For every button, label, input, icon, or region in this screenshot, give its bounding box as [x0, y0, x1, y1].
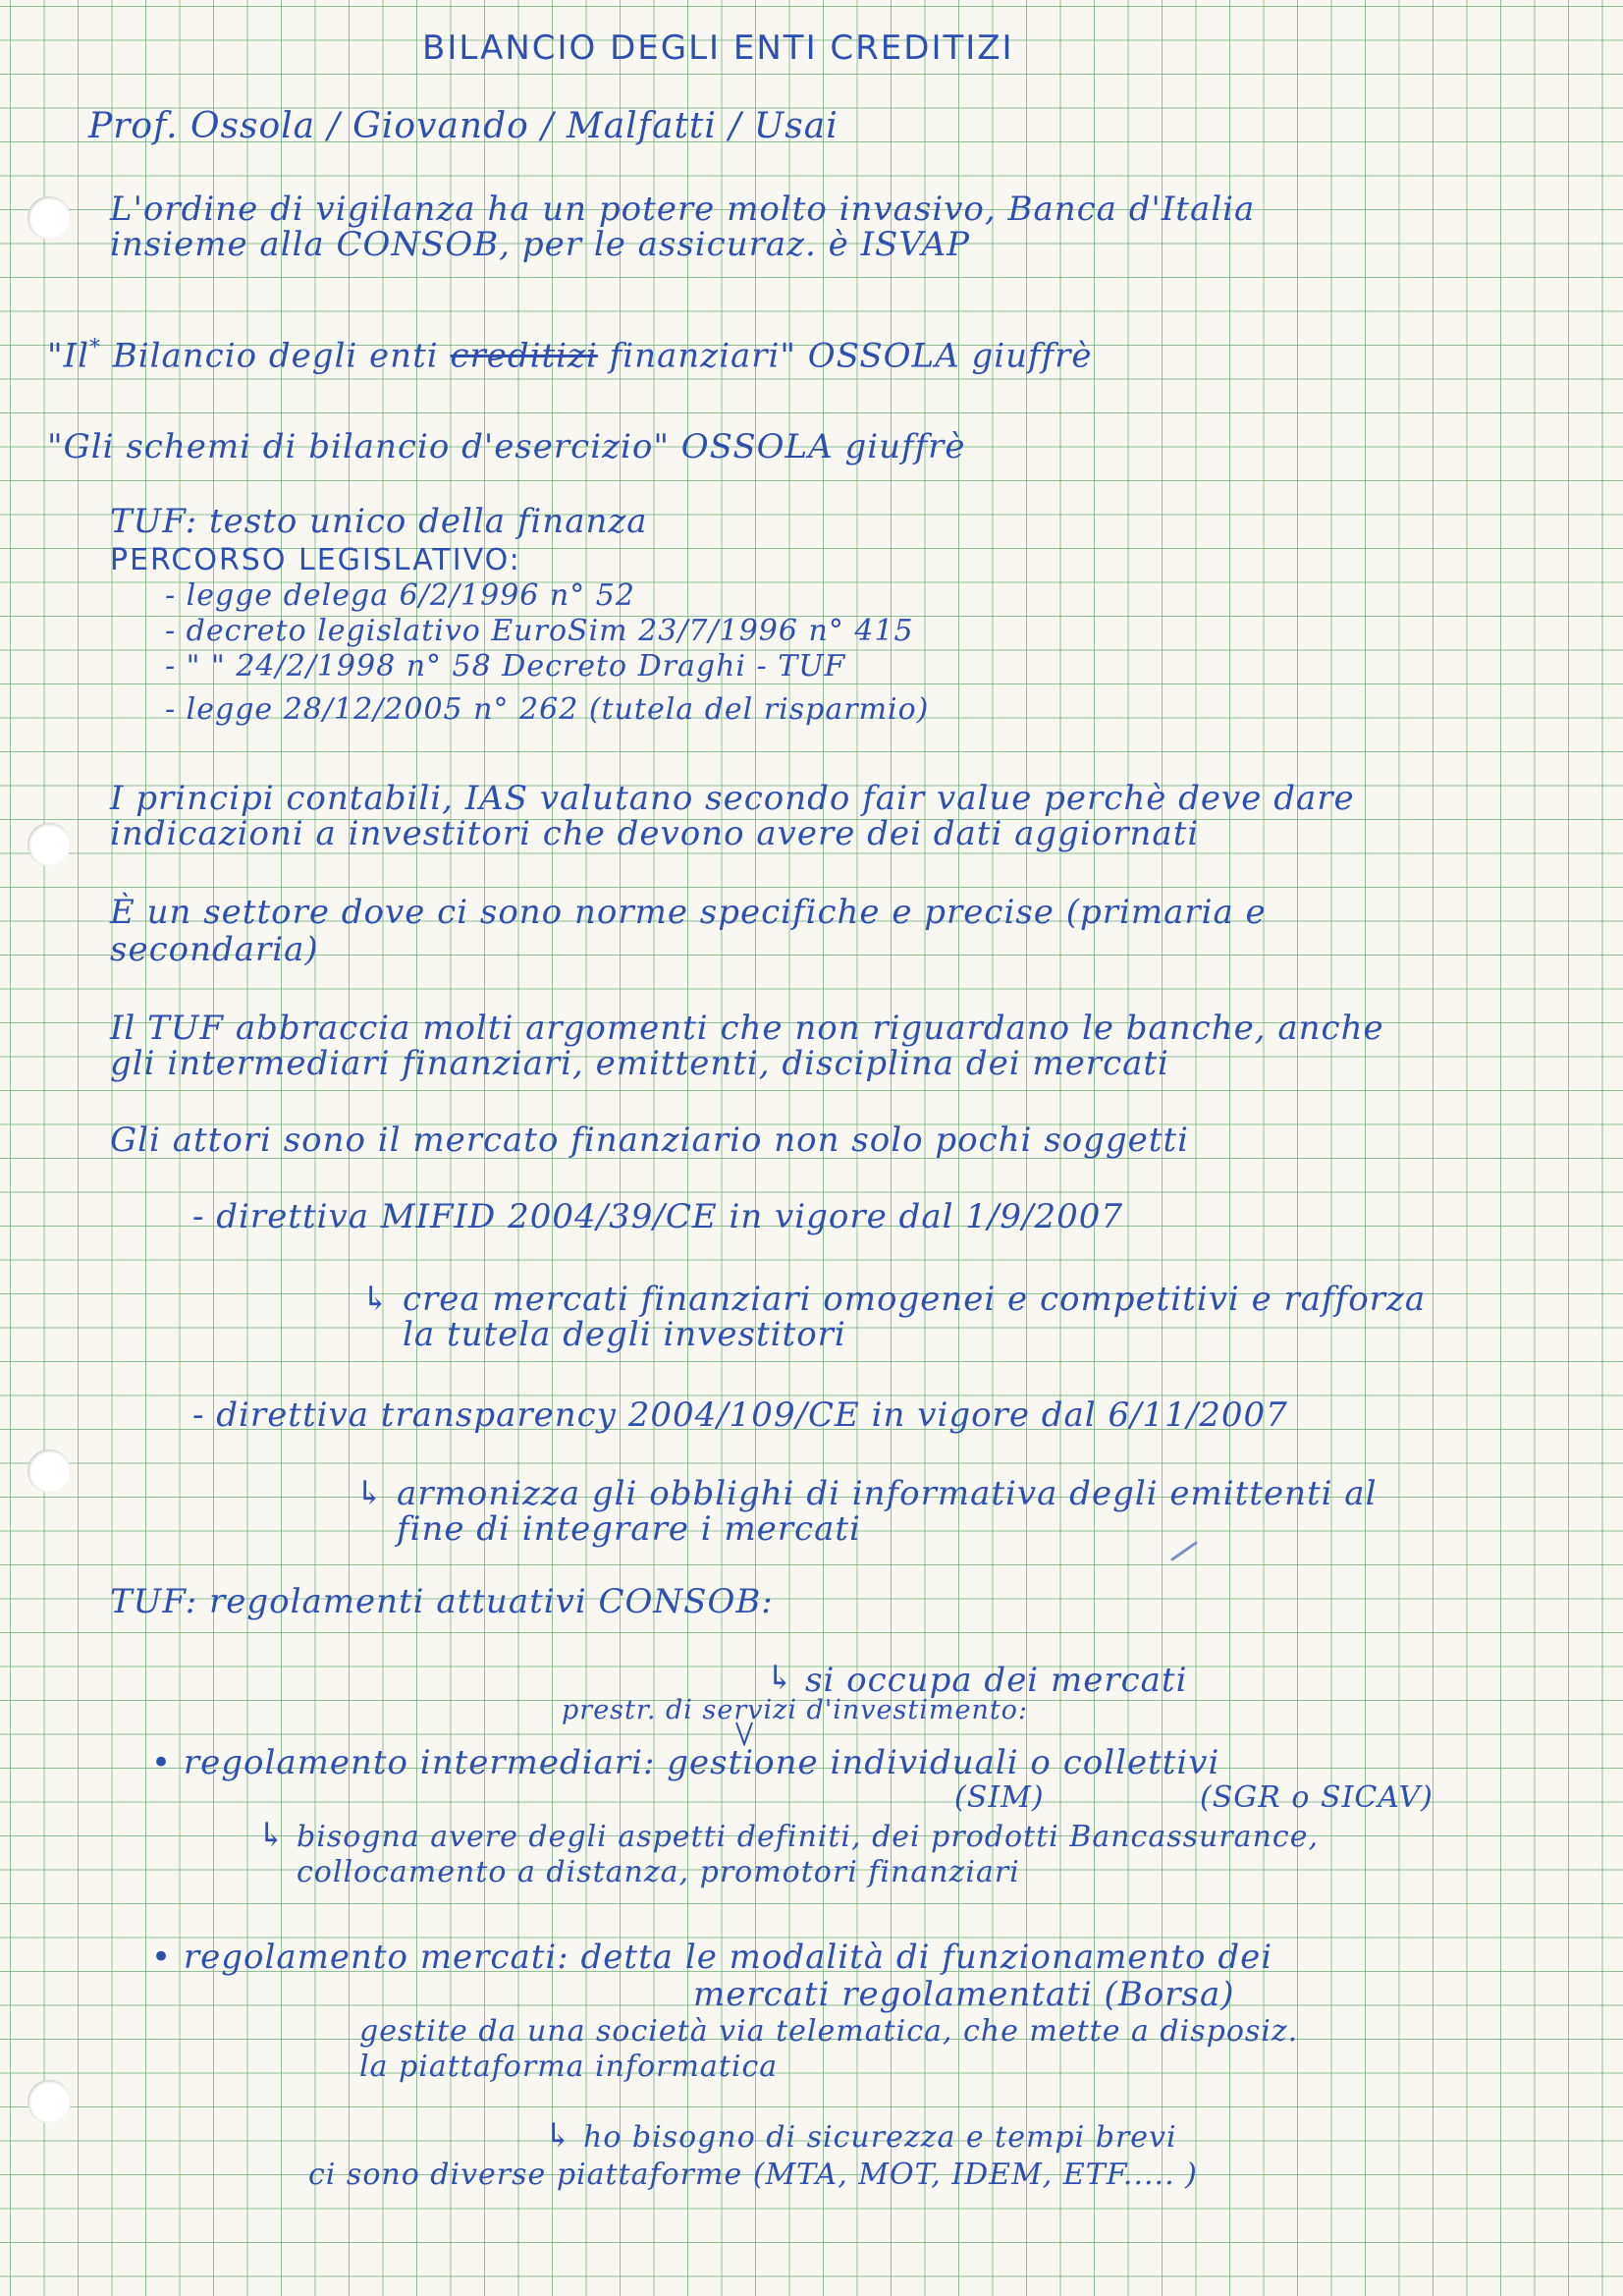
mercati-note: si occupa dei mercati: [805, 1661, 1188, 1700]
book-1-mid: Bilancio degli enti: [100, 336, 451, 376]
book-1-end: finanziari" OSSOLA giuffrè: [597, 336, 1093, 376]
struck-word: creditizi: [450, 336, 598, 376]
professors-line: Prof. Ossola / Giovando / Malfatti / Usai: [88, 106, 839, 146]
mifid-note-1: crea mercati finanziari omogenei e competitivi e rafforza: [403, 1280, 1427, 1319]
intro-line-1: L'ordine di vigilanza ha un potere molto invasivo, Banca d'Italia: [110, 190, 1256, 229]
settore-line-2: secondaria): [110, 930, 319, 969]
binder-hole: [27, 196, 71, 240]
settore-line-1: È un settore dove ci sono norme specifiche e precise (primaria e: [110, 893, 1267, 932]
intermediari-line: • regolamento intermediari: gestione individuali o collettivi: [151, 1743, 1220, 1782]
bisogna-line-1: bisogna avere degli aspetti definiti, dei prodotti Bancassurance,: [297, 1820, 1319, 1854]
book-reference-1: [47, 332, 1093, 376]
arrow-icon: ↳: [355, 1474, 385, 1513]
book-reference-2: "Gli schemi di bilancio d'esercizio" OSSOLA giuffrè: [47, 427, 966, 466]
transparency-line: - direttiva transparency 2004/109/CE in vigore dal 6/11/2007: [192, 1395, 1288, 1435]
tuf-title: TUF: testo unico della finanza: [110, 502, 648, 541]
piattaforme-line: ci sono diverse piattaforme (MTA, MOT, IDEM, ETF..... ): [308, 2158, 1198, 2192]
asterisk-mark: *: [88, 336, 101, 360]
sim-label: (SIM): [954, 1780, 1045, 1815]
pen-stroke: [1170, 1541, 1198, 1561]
sgr-label: (SGR o SICAV): [1200, 1780, 1434, 1815]
prestatori-note: prestr. di servizi d'investimento:: [562, 1695, 1029, 1725]
abbraccia-line-1: Il TUF abbraccia molti argomenti che non riguardano le banche, anche: [110, 1009, 1384, 1048]
binder-hole: [27, 1449, 71, 1493]
mifid-note-2: la tutela degli investitori: [403, 1315, 846, 1354]
arrow-icon: ↳: [257, 1816, 287, 1855]
principi-line-2: indicazioni a investitori che devono avere dei dati aggiornati: [110, 814, 1200, 853]
legislation-item: - legge 28/12/2005 n° 262 (tutela del risparmio): [165, 692, 930, 727]
arrow-icon: ↳: [361, 1280, 391, 1319]
gestite-line: gestite da una società via telematica, che mette a disposiz.: [359, 2014, 1299, 2049]
bisogna-line-2: collocamento a distanza, promotori finanziari: [297, 1855, 1020, 1889]
legislation-item: - decreto legislativo EuroSim 23/7/1996 n° 415: [165, 614, 914, 648]
intro-line-2: insieme alla CONSOB, per le assicuraz. è ISVAP: [110, 225, 970, 264]
principi-line-1: I principi contabili, IAS valutano secondo fair value perchè deve dare: [110, 779, 1355, 818]
sicurezza-line: ho bisogno di sicurezza e tempi brevi: [583, 2120, 1177, 2155]
page-title: BILANCIO DEGLI ENTI CREDITIZI: [422, 28, 1014, 68]
legislation-item: - " " 24/2/1998 n° 58 Decreto Draghi - TUF: [165, 649, 846, 683]
arrow-icon: ↳: [544, 2116, 573, 2156]
binder-hole: [27, 823, 71, 866]
book-1-open: "Il: [47, 336, 89, 376]
mercati-line-2: mercati regolamentati (Borsa): [693, 1975, 1235, 2014]
transparency-note-1: armonizza gli obblighi di informativa degli emittenti al: [397, 1474, 1378, 1513]
piattaforma-line: la piattaforma informatica: [359, 2050, 779, 2084]
transparency-note-2: fine di integrare i mercati: [397, 1509, 861, 1549]
abbraccia-line-2: gli intermediari finanziari, emittenti, disciplina dei mercati: [110, 1044, 1169, 1083]
mifid-line: - direttiva MIFID 2004/39/CE in vigore dal 1/9/2007: [192, 1197, 1123, 1236]
mercati-line: • regolamento mercati: detta le modalità di funzionamento dei: [151, 1938, 1273, 1977]
percorso-heading: PERCORSO LEGISLATIVO:: [110, 543, 521, 577]
legislation-item: - legge delega 6/2/1996 n° 52: [165, 578, 635, 613]
arrow-icon: ↳: [766, 1659, 795, 1698]
regolamenti-title: TUF: regolamenti attuativi CONSOB:: [110, 1582, 774, 1621]
attori-line: Gli attori sono il mercato finanziario non solo pochi soggetti: [110, 1121, 1189, 1160]
binder-hole: [27, 2080, 71, 2123]
